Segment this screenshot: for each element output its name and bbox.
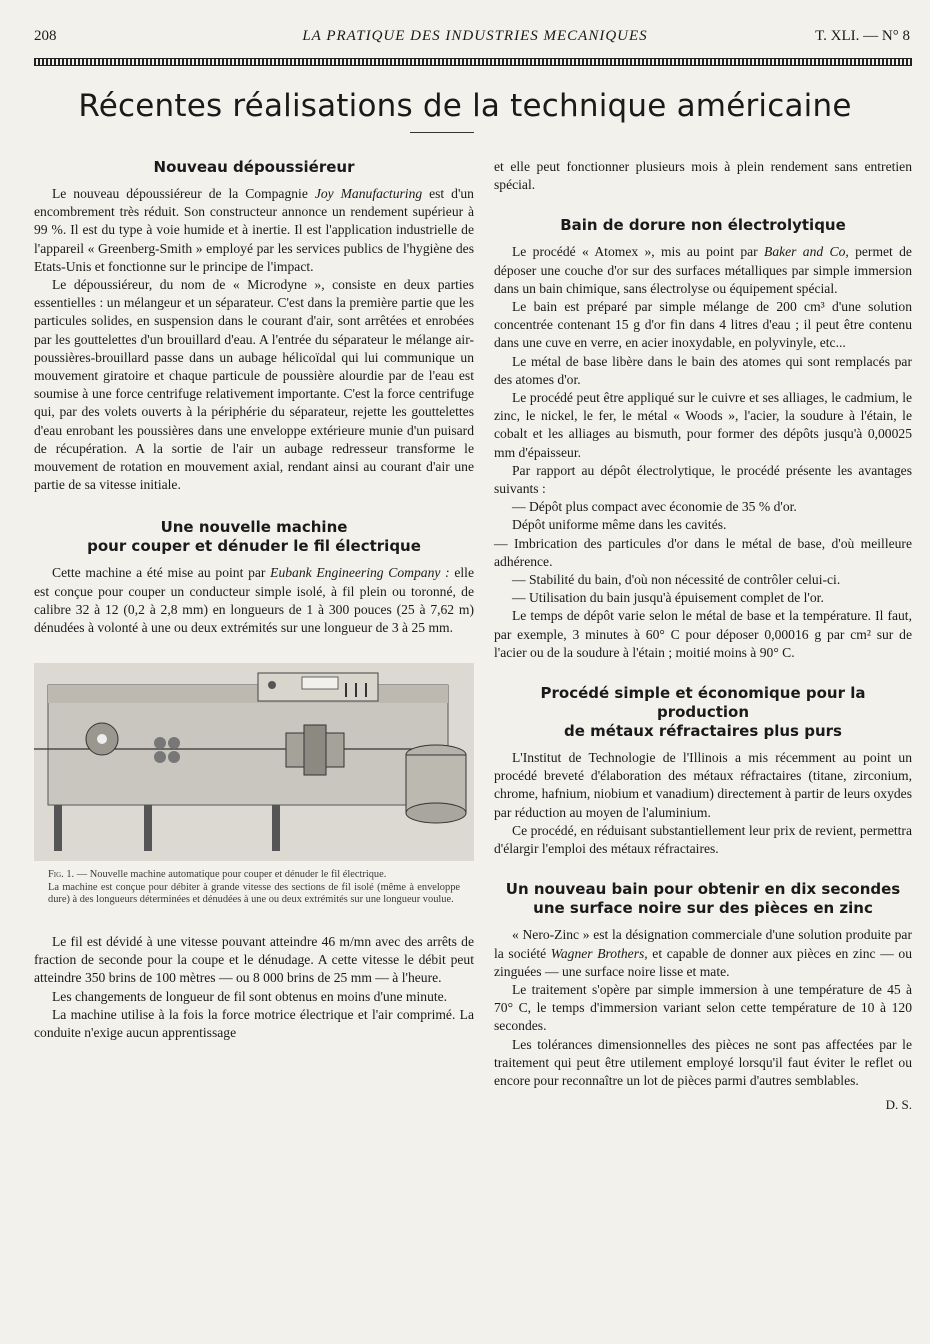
text-run: est d'un encombrement très réduit. Son constructeur annonce un rendement supérieur à 99 %. Il est du type à voie humide et à inertie. Il est l'application industrielle de l'appareil « Greenberg-Smith » employé par les services publics de l'hygiène des Etats-Unis et fonctionne sur le principe de l'impact. [34,186,474,274]
paragraph [494,243,912,298]
list-item: — Imbrication des particules d'or dans le métal de base, d'où meilleure adhérence. [494,535,912,569]
paragraph: Par rapport au dépôt électrolytique, le procédé présente les avantages suivants : [494,462,912,497]
figure-number: Fig. 1. [48,869,75,881]
heading-line: Un nouveau bain pour obtenir en dix secondes [505,880,901,899]
page-header [34,28,916,50]
text-run: « Nero-Zinc » est la désignation commerciale d'une solution produite par la société [494,927,912,961]
section-heading-depoussiereur: Nouveau dépoussiéreur [153,158,355,176]
machine-photo [34,663,474,861]
paragraph: Le procédé peut être appliqué sur le cuivre et ses alliages, le cadmium, le zinc, le nickel, le fer, le métal « Woods », l'acier, la soudure à l'étain, le cobalt et les alliages au bismuth, pour former des dépôts jusqu'à 0,00025 mm d'épaisseur. [494,390,912,460]
paragraph: Les tolérances dimensionnelles des pièces ne sont pas affectées par le traitement qui peut être utilement employé lorsqu'il faut éviter le reflet ou encore pour reconnaître un lot de pièces parmi d'autres semblables. [494,1036,912,1088]
wire-cutting-machine-illustration [34,663,474,861]
paragraph: Le fil est dévidé à une vitesse pouvant atteindre 46 m/mn avec des arrêts de fraction de seconde pour la coupe et le dénudage. A cette vitesse le débit peut atteindre 350 brins de 100 mètres — ou 8 000 brins de 25 mm — à l'heure. [34,934,474,986]
list-item: Dépôt uniforme même dans les cavités. [512,517,727,533]
paragraph: Le traitement s'opère par simple immersion à une température de 45 à 70° C, le temps d'immersion variant selon cette température de 10 à 120 secondes. [494,981,912,1034]
issue-reference: T. XLI. — N° 8 [815,28,910,44]
caption-text: La machine est conçue pour débiter à grande vitesse des sections de fil isolé (même à enveloppe dure) à des longueurs déterminées et dénudées à une ou deux extrémités sur une longueur voulue. [48,881,460,906]
paragraph: Le temps de dépôt varie selon le métal de base et la température. Il faut, par exemple, 3 minutes à 60° C pour déposer 0,00016 g par cm² sur de l'acier ou de la soudure à l'étain ; moitié moins à 90° C. [494,608,912,660]
title-underline [410,132,474,133]
section-heading-refractaires [494,684,912,741]
paragraph [494,926,912,981]
company-name: Eubank Engineering Company : [270,565,450,581]
paragraph: et elle peut fonctionner plusieurs mois à plein rendement sans entretien spécial. [494,159,912,193]
author-signature: D. S. [885,1097,912,1113]
company-name: Wagner Brothers, [550,945,648,961]
heading-line: pour couper et dénuder le fil électrique [87,537,421,556]
right-column [494,158,912,1114]
heading-line: Procédé simple et économique pour la production [540,684,866,722]
paragraph: Ce procédé, en réduisant substantiellement leur prix de revient, permettra d'élargir l'emploi des métaux réfractaires. [494,822,912,857]
caption-text: — Nouvelle machine automatique pour couper et dénuder le fil électrique. [74,869,387,881]
figure-caption [48,869,460,907]
paragraph: La machine utilise à la fois la force motrice électrique et l'air comprimé. La conduite n'exige aucun apprentissage [34,1006,474,1041]
page-number: 208 [34,28,57,44]
section-heading-machine [34,518,474,556]
paragraph [34,564,474,637]
text-run: Cette machine a été mise au point par [52,565,271,581]
company-name: Baker and Co, [764,244,849,260]
header-rule [34,58,912,66]
paragraph [34,185,474,276]
paragraph: L'Institut de Technologie de l'Illinois a mis récemment au point un procédé breveté d'élaboration des métaux réfractaires (titane, zirconium, chrome, hafnium, niobium et vanadium) directement à partir de leurs oxydes par réduction au moyen de l'aluminium. [494,750,912,820]
journal-title: LA PRATIQUE DES INDUSTRIES MECANIQUES [302,28,648,44]
text-run: Le nouveau dépoussiéreur de la Compagnie [52,186,315,201]
article-title: Récentes réalisations de la technique américaine [78,88,852,124]
text-run: elle est conçue pour couper un conducteur simple isolé, à fil plein ou toronné, de calibre 32 à 12 (0,2 à 2,8 mm) en longueurs de 1 à 300 pouces (25 à 7,62 m) dénudées à volonté à une ou deux extrémités sur une longueur de 3 à 25 mm. [34,565,474,636]
paragraph: Le bain est préparé par simple mélange de 200 cm³ d'une solution concentrée contenant 15 g d'or fin dans 4 litres d'eau ; il peut être contenu dans une cuve en verre, en acier inoxydable, en polyvinyle, etc... [494,299,912,351]
paragraph: Le métal de base libère dans le bain des atomes qui sont remplacés par des atomes d'or. [494,353,912,387]
left-column [34,158,474,1042]
company-name: Joy Manufacturing [314,186,423,201]
heading-line: une surface noire sur des pièces en zinc [533,899,873,918]
list-item: — Utilisation du bain jusqu'à épuisement complet de l'or. [512,590,824,606]
paragraph: Le dépoussiéreur, du nom de « Microdyne », consiste en deux parties essentielles : un mélangeur et un séparateur. C'est dans la première partie que les particules solides, en suspension dans le courant d'air, sont arrêtées et enrobées par les gouttelettes d'un brouillard d'eau. A l'entrée du séparateur le mélange air-poussières-brouillard passe dans un aubage hélicoïdal qui lui communique un mouvement giratoire et chaque particule de poussière alourdie par de l'eau est soumise à une force centrifuge relativement importante. C'est la force centrifuge qui, par des volets ouverts à la périphérie du séparateur, rejette les gouttelettes d'eau enrobant les poussières dans une enveloppe extérieure munie d'un puisard de récupération. A la sortie de l'air un aubage redresseur transforme le mouvement de rotation en mouvement axial, rendant ainsi au courant d'air une partie de sa vitesse initiale. [34,277,474,493]
text-run: Le procédé « Atomex », mis au point par [512,244,765,260]
heading-line: de métaux réfractaires plus purs [564,722,842,741]
text-run: et capable de donner aux pièces en zinc — ou zinguées — une surface noire lisse et mate. [494,945,912,979]
heading-line: Une nouvelle machine [160,518,348,537]
paragraph: Les changements de longueur de fil sont obtenus en moins d'une minute. [52,988,448,1004]
list-item: — Stabilité du bain, d'où non nécessité de contrôler celui-ci. [512,572,841,588]
list-item: — Dépôt plus compact avec économie de 35 % d'or. [512,499,797,515]
section-heading-zinc [494,880,912,918]
section-heading-dorure: Bain de dorure non électrolytique [560,216,846,235]
text-run: permet de déposer une couche d'or sur des surfaces métalliques par simple immersion dans un bain chimique, sans électrolyse ou équipement spécial. [494,244,912,296]
